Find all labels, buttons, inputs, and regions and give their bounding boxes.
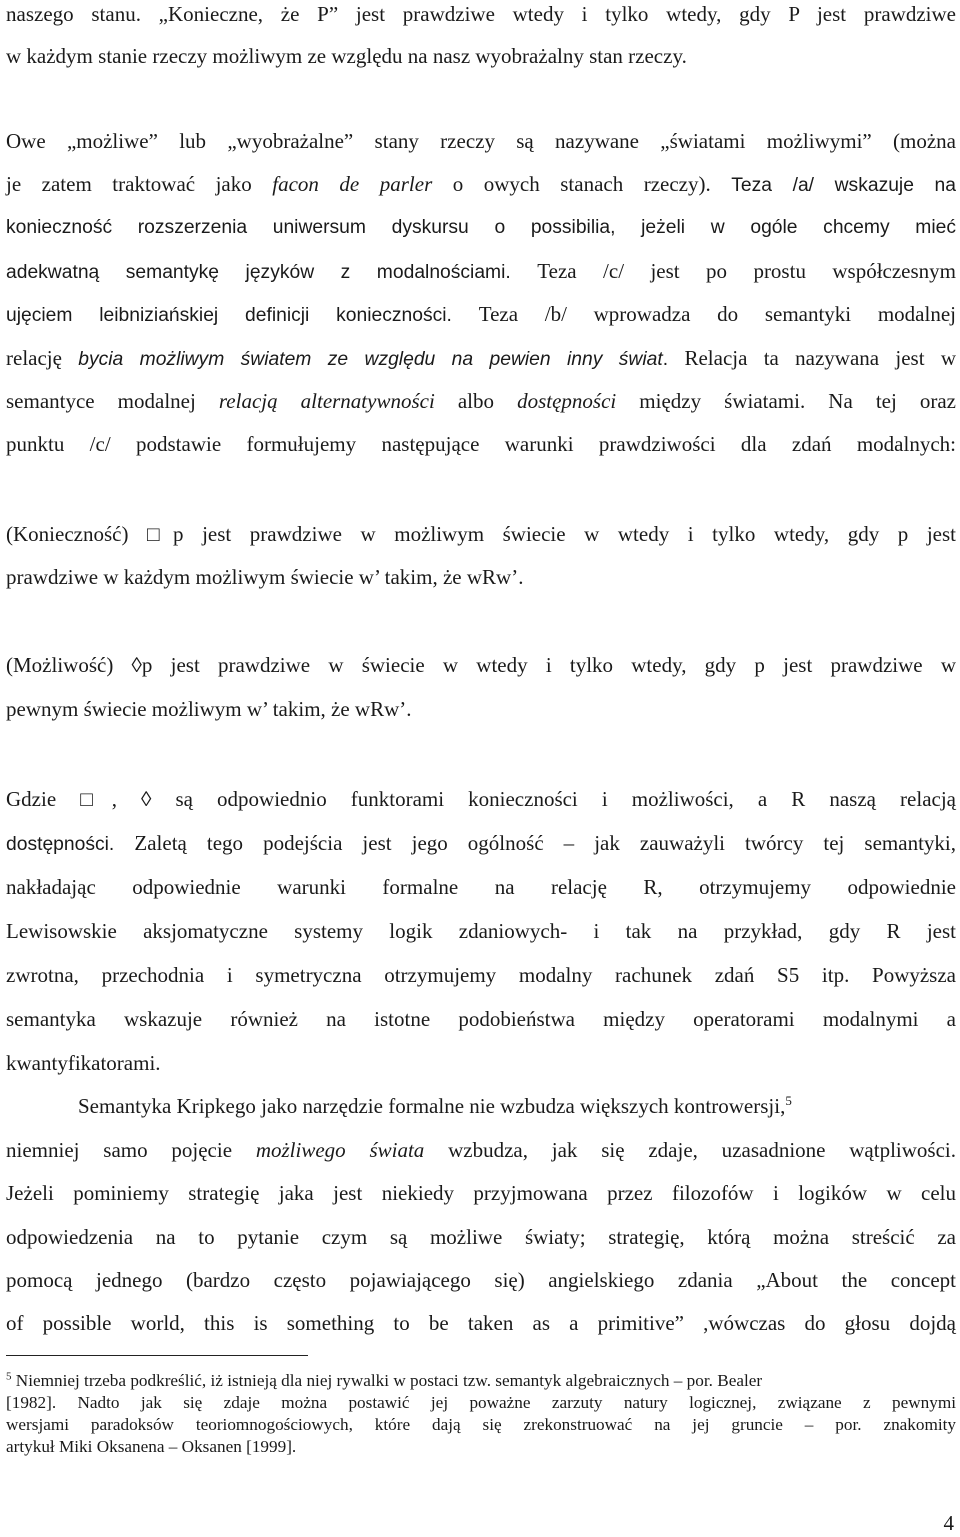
text-line: zwrotna, przechodnia i symetryczna otrzymujemy modalny rachunek zdań S5 itp. Powyższa (6, 963, 956, 987)
text-line: nakładając odpowiednie warunki formalne na relację R, otrzymujemy odpowiednie (6, 875, 956, 899)
text-line: of possible world, this is something to be taken as a primitive” ,wówczas do głosu dojdą (6, 1311, 956, 1335)
text-line: odpowiedzenia na to pytanie czym są możliwe światy; strategię, którą można streścić za (6, 1225, 956, 1249)
text-line: Semantyka Kripkego jako narzędzie formalne nie wzbudza większych kontrowersji,$^5$ (78, 1093, 792, 1118)
text-line: punktu /c/ podstawie formułujemy następujące warunki prawdziwości dla zdań modalnych: (6, 432, 956, 456)
text-line: konieczność rozszerzenia uniwersum dyskursu o possibilia, jeżeli w ogóle chcemy mieć (6, 217, 956, 238)
text-line: ujęciem leibniziańskiej definicji konieczności. Teza /b/ wprowadza do semantyki modalnej (6, 302, 956, 326)
footnote-reference: 5 (785, 1093, 792, 1108)
text-line: Gdzie □, ◊ są odpowiednio funktorami konieczności i możliwości, a R naszą relacją (6, 787, 956, 811)
text-line: je zatem traktować jako facon de parler o owych stanach rzeczy). Teza /a/ wskazuje na (6, 172, 956, 196)
footnote-line: wersjami paradoksów teoriomnogościowych, które dają się zrekonstruować na jej gruncie – por. znakomity (6, 1415, 956, 1434)
text-line: Jeżeli pominiemy strategię jaka jest niekiedy przyjmowana przez filozofów i logików w celu (6, 1181, 956, 1205)
text-line: (Możliwość) ◊p jest prawdziwe w świecie w wtedy i tylko wtedy, gdy p jest prawdziwe w (6, 653, 956, 677)
text-line: semantyce modalnej relacją alternatywności albo dostępności między światami. Na tej oraz (6, 389, 956, 413)
footnote-line: $^5$ Niemniej trzeba podkreślić, iż istnieją dla niej rywalki w postaci tzw. semantyk algebraicznych – por. Bealer (6, 1370, 763, 1390)
text-line: adekwatną semantykę języków z modalnościami. Teza /c/ jest po prostu współczesnym (6, 259, 957, 283)
text-line: Lewisowskie aksjomatyczne systemy logik zdaniowych- i tak na przykład, gdy R jest (6, 919, 956, 943)
page-number: 4 (943, 1511, 954, 1535)
text-line: niemniej samo pojęcie możliwego świata wzbudza, jak się zdaje, uzasadnione wątpliwości. (6, 1138, 956, 1162)
text-line: kwantyfikatorami. (6, 1051, 161, 1075)
footnote-separator (6, 1355, 308, 1356)
text-line: relację bycia możliwym światem ze względu na pewien inny świat. Relacja ta nazywana jest w (6, 346, 957, 370)
footnote-line: [1982]. Nadto jak się zdaje można postawić jej poważne zarzuty natury logicznej, związane z pewnymi (6, 1393, 956, 1412)
text-line: semantyka wskazuje również na istotne podobieństwa między operatorami modalnymi a (6, 1007, 956, 1031)
text-line: naszego stanu. „Konieczne, że P” jest prawdziwe wtedy i tylko wtedy, gdy P jest prawdziwe (6, 2, 956, 26)
footnote-line: artykuł Miki Oksanena – Oksanen [1999]. (6, 1437, 297, 1456)
text-line: prawdziwe w każdym możliwym świecie w’ takim, że wRw’. (6, 565, 524, 589)
text-line: (Konieczność) □p jest prawdziwe w możliwym świecie w wtedy i tylko wtedy, gdy p jest (6, 522, 956, 546)
text-line: pewnym świecie możliwym w’ takim, że wRw’. (6, 697, 412, 721)
footnote-number: 5 (6, 1370, 12, 1383)
text-line: dostępności. Zaletą tego podejścia jest jego ogólność – jak zauważyli twórcy tej semantyki, (6, 831, 956, 855)
text-line: Owe „możliwe” lub „wyobrażalne” stany rzeczy są nazywane „światami możliwymi” (można (6, 129, 956, 153)
text-line: w każdym stanie rzeczy możliwym ze względu na nasz wyobrażalny stan rzeczy. (6, 44, 687, 68)
text-line: pomocą jednego (bardzo często pojawiającego się) angielskiego zdania „About the concept (6, 1268, 956, 1292)
